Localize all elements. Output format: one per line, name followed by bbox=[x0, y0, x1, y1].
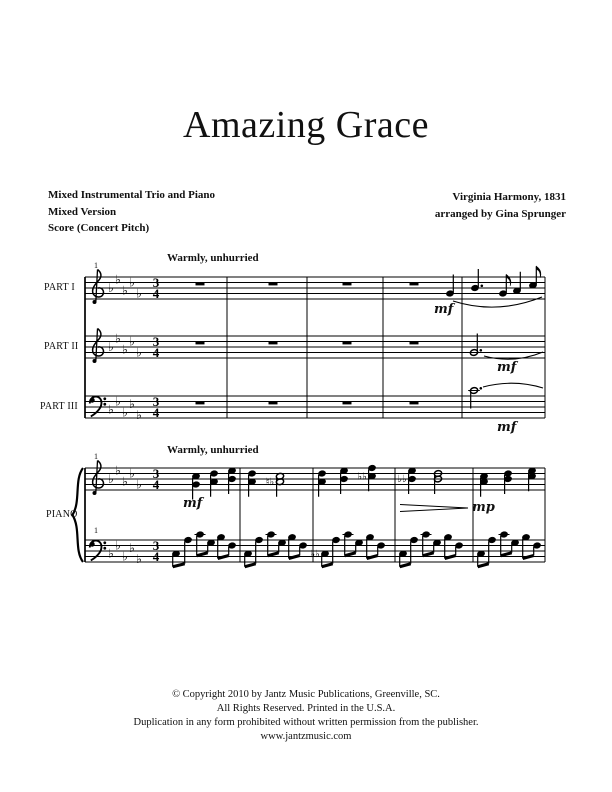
composer-line: Virginia Harmony, 1831 bbox=[452, 191, 566, 203]
decrescendo-hairpin bbox=[400, 505, 468, 512]
svg-text:♭♭: ♭♭ bbox=[397, 474, 407, 486]
measure-number-piano-lh: 1 bbox=[94, 526, 98, 535]
chord bbox=[318, 470, 327, 497]
svg-text:♭: ♭ bbox=[129, 541, 135, 556]
svg-text:4: 4 bbox=[152, 549, 160, 565]
svg-text:♭: ♭ bbox=[115, 394, 121, 409]
whole-rest bbox=[343, 283, 352, 286]
beamed-eighths bbox=[288, 534, 308, 559]
svg-text:♭: ♭ bbox=[108, 339, 114, 354]
dynamic-mf-part2: mf bbox=[497, 360, 517, 375]
whole-rest bbox=[196, 342, 205, 345]
whole-rest bbox=[196, 402, 205, 405]
version-line: Mixed Version bbox=[48, 205, 117, 218]
chord bbox=[248, 470, 257, 497]
bass-clef-icon bbox=[90, 397, 107, 417]
instrumentation-block bbox=[48, 187, 215, 237]
dynamic-mf-part1: mf bbox=[434, 302, 454, 317]
svg-text:♭: ♭ bbox=[115, 272, 121, 287]
svg-text:3: 3 bbox=[152, 333, 160, 349]
svg-text:♭: ♭ bbox=[136, 345, 142, 360]
staff-label-part1: PART I bbox=[44, 282, 75, 293]
whole-rest bbox=[343, 402, 352, 405]
svg-text:♭: ♭ bbox=[122, 549, 128, 564]
svg-text:♭♭: ♭♭ bbox=[357, 471, 367, 483]
svg-text:♭: ♭ bbox=[136, 408, 142, 423]
beamed-eighths bbox=[522, 534, 542, 559]
beamed-eighths bbox=[217, 534, 237, 559]
beamed-eighths bbox=[343, 531, 364, 556]
svg-text:♭: ♭ bbox=[122, 342, 128, 357]
staff-label-part3: PART III bbox=[40, 401, 78, 412]
time-signature bbox=[153, 538, 160, 564]
note bbox=[513, 272, 522, 295]
svg-text:3: 3 bbox=[152, 465, 160, 481]
time-signature bbox=[153, 334, 160, 360]
dynamic-mp-piano: mp bbox=[472, 500, 495, 515]
beamed-eighths bbox=[366, 534, 386, 559]
whole-rest bbox=[269, 402, 278, 405]
tempo-marking-piano: Warmly, unhurried bbox=[167, 444, 259, 456]
svg-text:♭: ♭ bbox=[122, 474, 128, 489]
svg-text:3: 3 bbox=[152, 537, 160, 553]
copyright-block bbox=[0, 688, 612, 744]
beamed-eighths bbox=[266, 531, 287, 556]
duplication-line: Duplication in any form prohibited without written permission from the publisher. bbox=[133, 717, 479, 729]
svg-text:3: 3 bbox=[152, 393, 160, 409]
svg-text:4: 4 bbox=[152, 286, 160, 302]
beamed-eighths bbox=[444, 534, 464, 559]
staff-label-piano: PIANO bbox=[46, 509, 78, 520]
composer-block bbox=[435, 189, 566, 222]
svg-text:4: 4 bbox=[152, 345, 160, 361]
svg-text:♭: ♭ bbox=[115, 463, 121, 478]
arranger-line: arranged by Gina Sprunger bbox=[434, 207, 566, 220]
svg-text:♭: ♭ bbox=[122, 283, 128, 298]
svg-text:♭: ♭ bbox=[122, 405, 128, 420]
measure-number-part1: 1 bbox=[94, 261, 98, 270]
svg-text:♭: ♭ bbox=[115, 331, 121, 346]
beamed-eighths bbox=[499, 531, 520, 556]
beamed-eighths bbox=[421, 531, 442, 556]
measure-number-piano-rh: 1 bbox=[94, 452, 98, 461]
svg-text:♭: ♭ bbox=[129, 334, 135, 349]
score-type-line: Score (Concert Pitch) bbox=[48, 222, 150, 234]
svg-text:♭: ♭ bbox=[108, 546, 114, 561]
time-signature bbox=[153, 466, 160, 492]
svg-text:♭: ♭ bbox=[108, 402, 114, 417]
time-signature bbox=[153, 394, 160, 420]
svg-text:4: 4 bbox=[152, 405, 160, 421]
instrumentation-line: Mixed Instrumental Trio and Piano bbox=[48, 189, 216, 201]
note bbox=[468, 387, 482, 409]
whole-rest bbox=[269, 283, 278, 286]
slur bbox=[483, 383, 543, 388]
dynamic-mf-part3: mf bbox=[497, 420, 517, 435]
svg-text:♭: ♭ bbox=[129, 397, 135, 412]
svg-text:♭: ♭ bbox=[115, 538, 121, 553]
accidental bbox=[310, 549, 320, 560]
svg-text:♭: ♭ bbox=[108, 280, 114, 295]
whole-rest bbox=[410, 402, 419, 405]
note bbox=[446, 275, 455, 298]
svg-text:♭: ♭ bbox=[129, 275, 135, 290]
slur bbox=[453, 297, 542, 307]
note bbox=[529, 266, 541, 289]
whole-rest bbox=[343, 342, 352, 345]
chord bbox=[210, 470, 219, 497]
svg-text:♭: ♭ bbox=[108, 471, 114, 486]
whole-rest bbox=[410, 283, 419, 286]
rights-line: All Rights Reserved. Printed in the U.S.A. bbox=[216, 703, 396, 715]
bass-clef-icon bbox=[90, 541, 107, 561]
svg-text:4: 4 bbox=[152, 477, 160, 493]
svg-text:♭: ♭ bbox=[136, 552, 142, 567]
whole-rest bbox=[410, 342, 419, 345]
copyright-line: © Copyright 2010 by Jantz Music Publications, Greenville, SC. bbox=[172, 689, 440, 700]
svg-text:3: 3 bbox=[152, 274, 160, 290]
svg-text:♭♭: ♭♭ bbox=[310, 548, 320, 560]
dynamic-mf-piano: mf bbox=[183, 496, 203, 511]
time-signature bbox=[153, 275, 160, 301]
staff-label-part2: PART II bbox=[44, 341, 79, 352]
svg-text:♭: ♭ bbox=[129, 466, 135, 481]
svg-text:♮♭: ♮♭ bbox=[265, 476, 275, 488]
page-title: Amazing Grace bbox=[183, 104, 429, 146]
whole-rest bbox=[269, 342, 278, 345]
tempo-marking-trio: Warmly, unhurried bbox=[167, 252, 259, 264]
svg-text:♭: ♭ bbox=[136, 286, 142, 301]
beamed-eighths bbox=[195, 531, 216, 556]
whole-rest bbox=[196, 283, 205, 286]
svg-text:♭: ♭ bbox=[136, 477, 142, 492]
website-line: www.jantzmusic.com bbox=[260, 731, 352, 743]
